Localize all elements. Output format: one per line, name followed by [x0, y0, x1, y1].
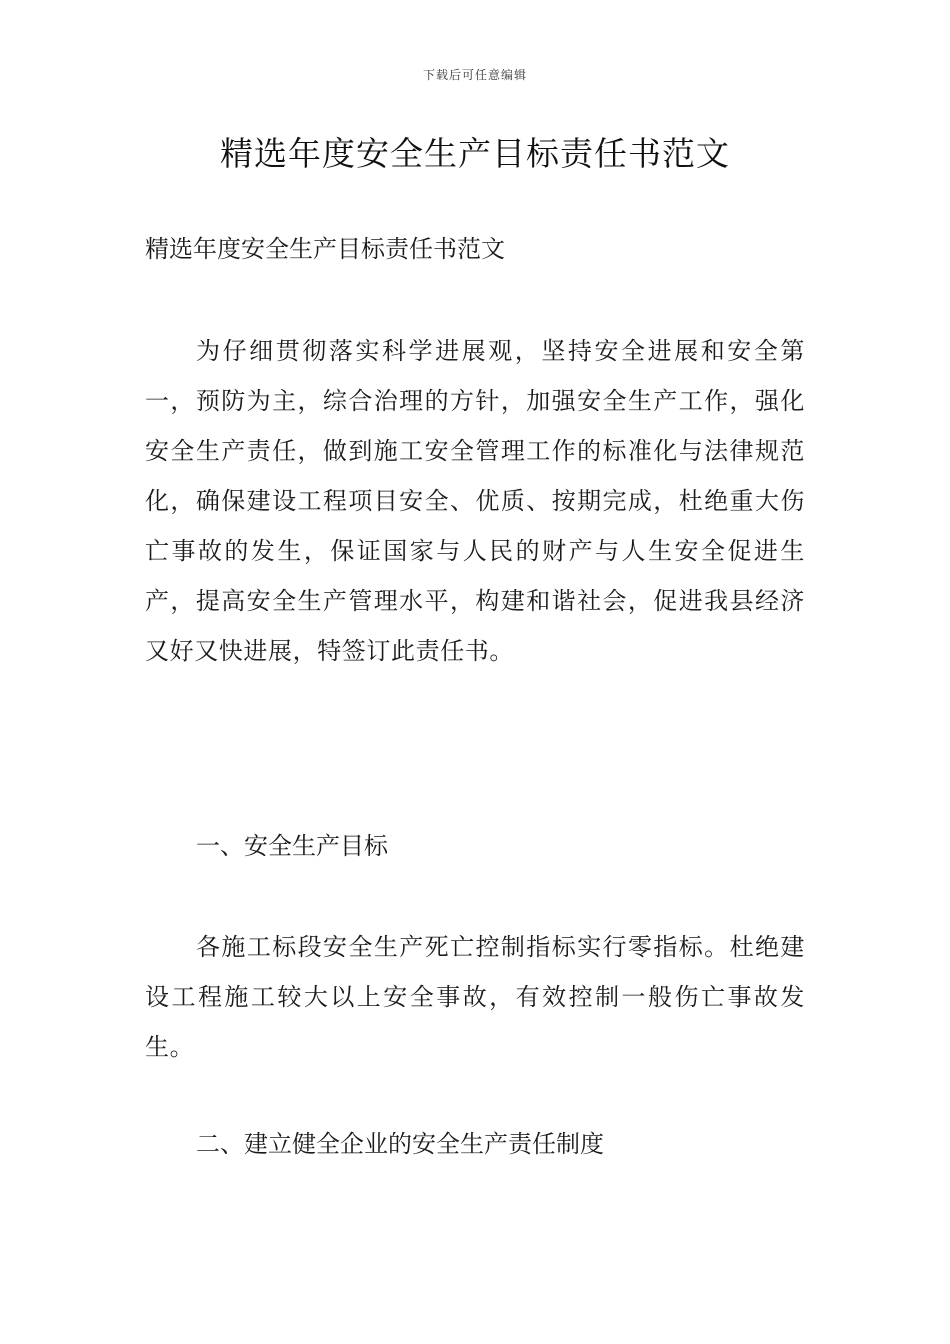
document-subtitle: 精选年度安全生产目标责任书范文: [145, 235, 505, 263]
section-1-heading: 一、安全生产目标: [196, 832, 388, 860]
intro-paragraph: 为仔细贯彻落实科学进展观，坚持安全进展和安全第一，预防为主，综合治理的方针，加强安全生产工作，强化安全生产责任，做到施工安全管理工作的标准化与法律规范化，确保建设工程项目安全、优质、按期完成，杜绝重大伤亡事故的发生，保证国家与人民的财产与人生安全促进生产，提高安全生产管理水平，构建和谐社会，促进我县经济又好又快进展，特签订此责任书。: [145, 337, 805, 665]
section-1-body: 各施工标段安全生产死亡控制指标实行零指标。杜绝建设工程施工较大以上安全事故，有效控制一般伤亡事故发生。: [145, 933, 805, 1061]
section-2-heading: 二、建立健全企业的安全生产责任制度: [196, 1130, 604, 1158]
page-header-note: 下载后可任意编辑: [422, 68, 527, 82]
document-title: 精选年度安全生产目标责任书范文: [220, 134, 730, 173]
